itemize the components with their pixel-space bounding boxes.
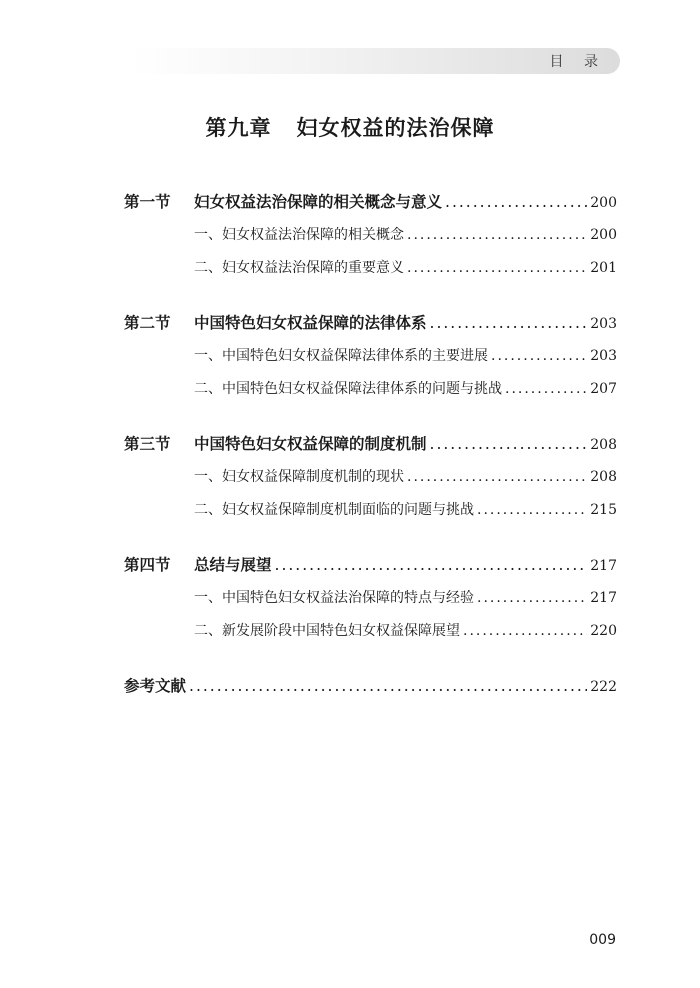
toc-entry-section[interactable] [124,428,617,461]
section-number: 第四节 [124,556,171,574]
page-ref: 220 [590,623,617,639]
chapter-title: 第九章 妇女权益的法治保障 [205,115,495,140]
dot-leader [407,219,587,252]
page-ref: 207 [590,381,617,397]
dot-leader [477,494,587,527]
page-ref: 200 [590,195,617,211]
toc-section-4 [124,549,617,648]
dot-leader [445,186,587,219]
toc-entry-subsection[interactable] [124,582,617,615]
section-number: 第二节 [124,314,171,332]
page-ref: 217 [590,590,617,606]
toc-entry-subsection[interactable] [124,615,617,648]
toc-entry-subsection[interactable] [124,340,617,373]
toc-entry-section[interactable] [124,307,617,340]
toc-entry-subsection[interactable] [124,252,617,285]
dot-leader [505,373,587,406]
page-ref: 208 [590,469,617,485]
page-number: 009 [589,932,616,948]
toc-section-1 [124,186,617,285]
subsection-title: 一、妇女权益保障制度机制的现状 [194,469,404,485]
dot-leader [430,428,588,461]
subsection-title: 二、妇女权益法治保障的重要意义 [194,260,404,276]
dot-leader [463,615,587,648]
subsection-title: 二、妇女权益保障制度机制面临的问题与挑战 [194,502,474,518]
subsection-title: 一、中国特色妇女权益法治保障的特点与经验 [194,590,474,606]
dot-leader [430,307,588,340]
dot-leader [477,582,587,615]
section-title: 妇女权益法治保障的相关概念与意义 [194,193,443,211]
toc-entry-subsection[interactable] [124,494,617,527]
table-of-contents [124,186,617,703]
page-ref: 215 [590,502,617,518]
page-ref: 200 [590,227,617,243]
page-ref: 201 [590,260,617,276]
toc-entry-section[interactable] [124,549,617,582]
header-label: 目 录 [549,54,606,70]
toc-entry-section[interactable] [124,186,617,219]
section-number: 第三节 [124,435,171,453]
dot-leader [491,340,587,373]
dot-leader [407,461,587,494]
section-number: 第一节 [124,193,171,211]
toc-section-2 [124,307,617,406]
subsection-title: 一、妇女权益法治保障的相关概念 [194,227,404,243]
subsection-title: 二、中国特色妇女权益保障法律体系的问题与挑战 [194,381,502,397]
page-ref: 208 [590,437,617,453]
dot-leader [189,670,587,703]
section-title: 中国特色妇女权益保障的制度机制 [194,435,427,453]
toc-entry-subsection[interactable] [124,461,617,494]
page-ref: 222 [590,679,617,695]
header-band [130,48,620,74]
subsection-title: 二、新发展阶段中国特色妇女权益保障展望 [194,623,460,639]
references-title: 参考文献 [124,677,187,695]
page-ref: 203 [590,348,617,364]
section-title: 总结与展望 [194,556,272,574]
dot-leader [407,252,587,285]
toc-entry-subsection[interactable] [124,373,617,406]
subsection-title: 一、中国特色妇女权益保障法律体系的主要进展 [194,348,488,364]
dot-leader [275,549,588,582]
toc-entry-references[interactable] [124,670,617,703]
page-ref: 217 [590,558,617,574]
toc-entry-subsection[interactable] [124,219,617,252]
toc-section-3 [124,428,617,527]
section-title: 中国特色妇女权益保障的法律体系 [194,314,427,332]
page-ref: 203 [590,316,617,332]
